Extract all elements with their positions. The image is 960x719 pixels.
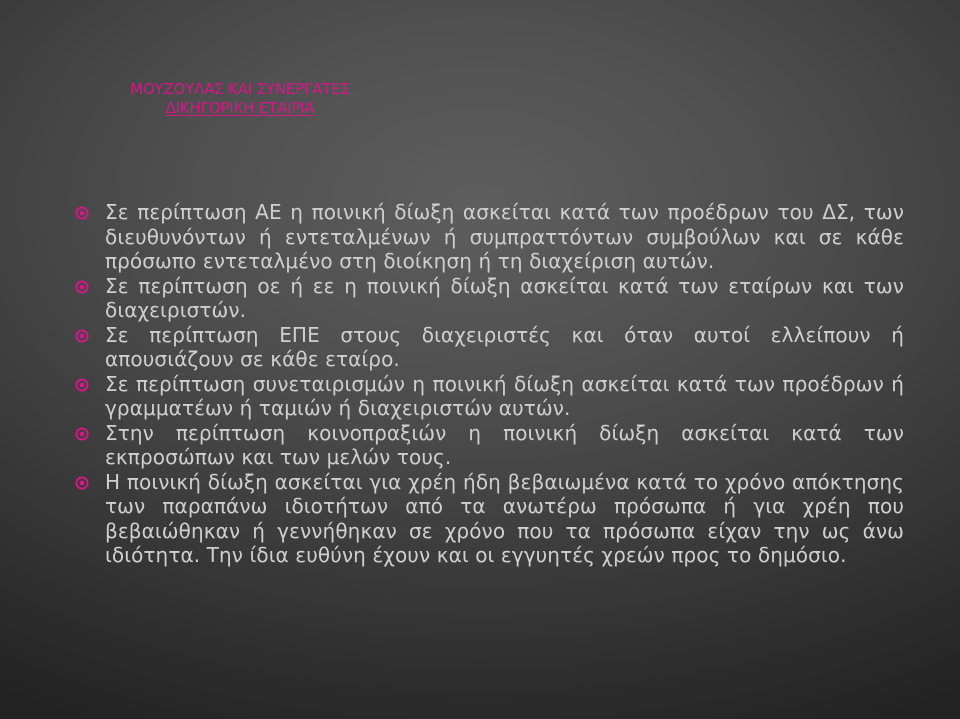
- target-circle-icon: [75, 206, 89, 220]
- bullet-text: Σε περίπτωση συνεταιρισμών η ποινική δίωξη ασκείται κατά των προέδρων ή γραμματέων ή ταμιών ή διαχειριστών αυτών.: [105, 371, 904, 420]
- bullet-item: [68, 470, 904, 568]
- target-circle-icon: [75, 378, 89, 392]
- bullet-text: Η ποινική δίωξη ασκείται για χρέη ήδη βεβαιωμένα κατά το χρόνο απόκτησης των παραπάνω ιδιοτήτων από τα ανωτέρω πρόσωπα ή για χρέη που βεβαιώθηκαν ή γεννήθηκαν σε χρόνο που τα πρόσωπα είχαν την ως άνω ιδιότητα. Την ίδια ευθύνη έχουν και οι εγγυητές χρεών προς το δημόσιο.: [105, 469, 904, 567]
- target-circle-icon: [75, 427, 89, 441]
- bullet-list: [68, 200, 904, 568]
- target-circle-icon: [75, 476, 89, 490]
- bullet-item: [68, 200, 904, 274]
- target-circle-icon: [75, 280, 89, 294]
- bullet-text: Σε περίπτωση ΕΠΕ στους διαχειριστές και όταν αυτοί ελλείπουν ή απουσιάζουν σε κάθε εταίρο.: [105, 322, 904, 371]
- bullet-item: [68, 421, 904, 470]
- bullet-text: Στην περίπτωση κοινοπραξιών η ποινική δίωξη ασκείται κατά των εκπροσώπων και των μελών τους.: [105, 420, 904, 469]
- bullet-text: Σε περίπτωση οε ή εε η ποινική δίωξη ασκείται κατά των εταίρων και των διαχειριστών.: [105, 273, 904, 322]
- bullet-item: [68, 323, 904, 372]
- firm-name: ΜΟΥΖΟΥΛΑΣ ΚΑΙ ΣΥΝΕΡΓΑΤΕΣ: [130, 80, 350, 98]
- bullet-item: [68, 372, 904, 421]
- bullet-text: Σε περίπτωση ΑΕ η ποινική δίωξη ασκείται κατά των προέδρων του ΔΣ, των διευθυνόντων ή εντεταλμένων ή συμπραττόντων συμβούλων και σε κάθε πρόσωπο εντεταλμένο στη διοίκηση ή τη διαχείριση αυτών.: [105, 200, 904, 273]
- bullet-item: [68, 274, 904, 323]
- firm-subtitle-link[interactable]: ΔΙΚΗΓΟΡΙΚΗ ΕΤΑΙΡΙΑ: [165, 99, 315, 117]
- target-circle-icon: [75, 329, 89, 343]
- firm-header: [0, 80, 480, 118]
